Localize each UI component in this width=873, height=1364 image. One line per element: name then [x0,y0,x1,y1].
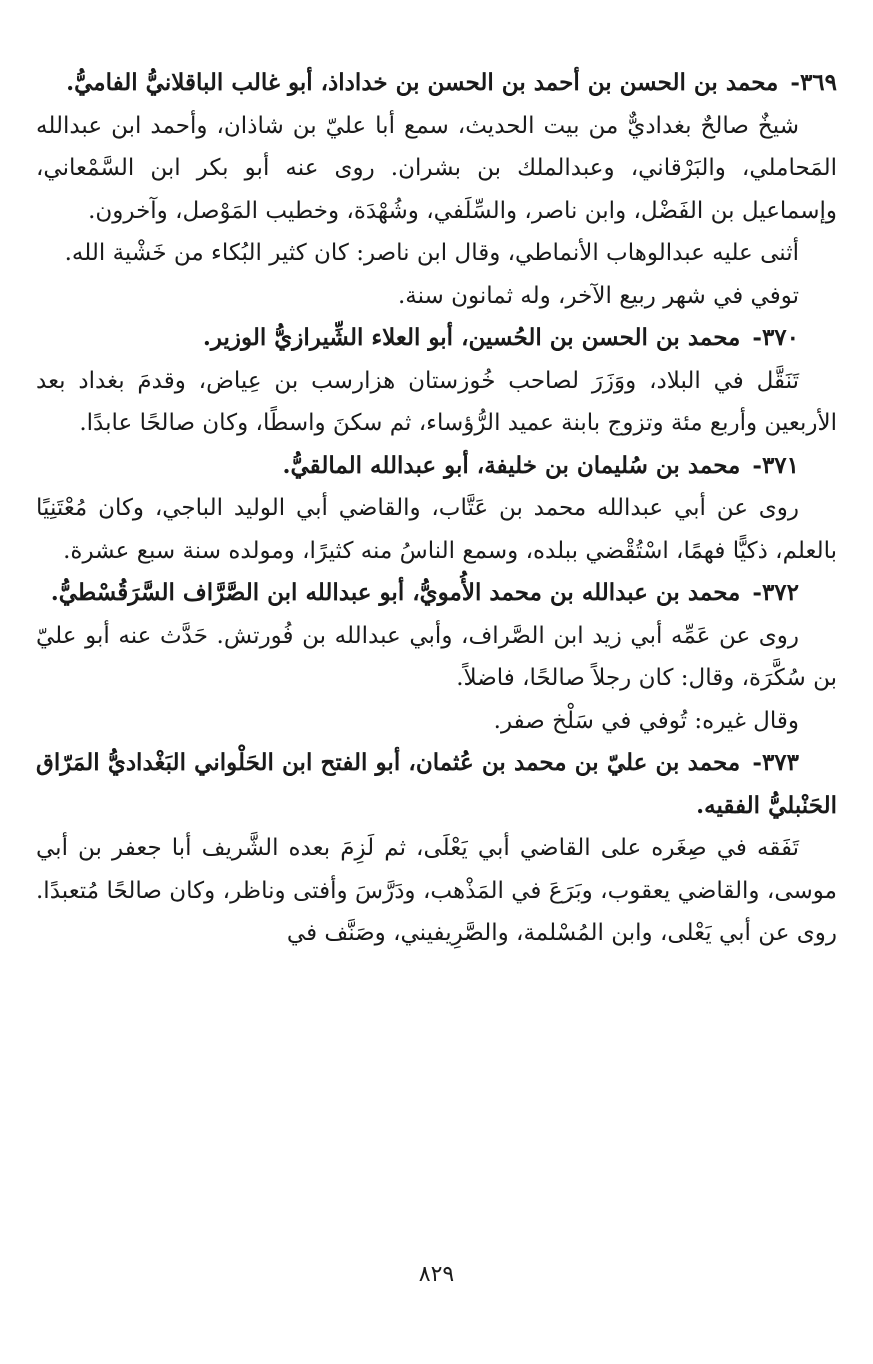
entry-heading-373 [36,742,837,827]
entry-paragraph: توفي في شهر ربيع الآخر، وله ثمانون سنة. [397,282,799,309]
entry-paragraph: شيخٌ صالحٌ بغداديٌّ من بيت الحديث، سمع أبا عليّ بن شاذان، وأحمد ابن عبدالله المَحاملي، والبَرْقاني، وعبدالملك بن بشران. روى عنه أبو بكر ابن السَّمْعاني، وإسماعيل بن الفَضْل، وابن ناصر، والسِّلَفي، وشُهْدَة، وخطيب المَوْصل، وآخرون. [36,112,837,224]
entry-paragraph: روى عن أبي عبدالله محمد بن عَتَّاب، والقاضي أبي الوليد الباجي، وكان مُعْتَنِيًا بالعلم، ذكيًّا فهمًا، اسْتُقْضي ببلده، وسمع الناسُ منه كثيرًا، ومولده سنة سبع عشرة. [36,495,837,564]
entry-heading-370 [36,317,837,360]
entry-paragraph: روى عن عَمِّه أبي زيد ابن الصَّراف، وأبي عبدالله بن فُورتش. حَدَّث عنه أبو عليّ بن سُكَّرَة، وقال: كان رجلاً صالحًا، فاضلاً. [36,622,837,691]
entry-number: ٣٧١- [752,451,799,479]
entry-title: محمد بن سُليمان بن خليفة، أبو عبدالله المالقيُّ. [282,451,741,479]
entry-number: ٣٧٣- [752,749,799,776]
entry-paragraph: أثنى عليه عبدالوهاب الأنماطي، وقال ابن ناصر: كان كثير البُكاء من خَشْية الله. [64,240,799,266]
entry-title: محمد بن الحسن بن أحمد بن الحسن بن خداداذ، أبو غالب الباقلانيُّ الفاميُّ. [66,69,779,96]
page-number: ٨٢٩ [418,1262,455,1287]
entry-title: محمد بن عبدالله بن محمد الأُمويُّ، أبو عبدالله ابن الصَّرَّاف السَّرَقُسْطيُّ. [50,579,741,606]
entry-heading-372 [36,572,837,615]
entry-number: ٣٦٩- [790,69,837,96]
entry-title: محمد بن عليّ بن محمد بن عُثمان، أبو الفتح ابن الحَلْواني البَغْداديُّ المَرّاق الحَنْبليُّ الفقيه. [36,749,837,819]
entry-heading-369 [36,62,837,105]
entry-paragraph: تَفَقه في صِغَره على القاضي أبي يَعْلَى، ثم لَزِمَ بعده الشَّريف أبا جعفر بن أبي موسى، والقاضي يعقوب، وبَرَعَ في المَذْهب، ودَرَّسَ وأفتى وناظر، وكان صالحًا مُتعبدًا. روى عن أبي يَعْلى، وابن المُسْلمة، والصَّرِيفيني، وصَنَّف في [36,835,837,946]
entry-number: ٣٧٠- [752,324,799,351]
entry-heading-371 [36,445,837,488]
entry-paragraph: وقال غيره: تُوفي في سَلْخ صفر. [493,707,799,734]
entry-paragraph: تَنَقَّل في البلاد، ووَزَرَ لصاحب خُوزستان هزارسب بن عِياض، وقدمَ بغداد بعد الأربعين وأربع مئة وتزوج بابنة عميد الرُّؤساء، ثم سكنَ واسطًا، وكان صالحًا عابدًا. [36,367,837,436]
entry-title: محمد بن الحسن بن الحُسين، أبو العلاء الشِّيرازيُّ الوزير. [202,324,741,351]
entry-number: ٣٧٢- [752,579,799,606]
page-text [36,62,837,955]
